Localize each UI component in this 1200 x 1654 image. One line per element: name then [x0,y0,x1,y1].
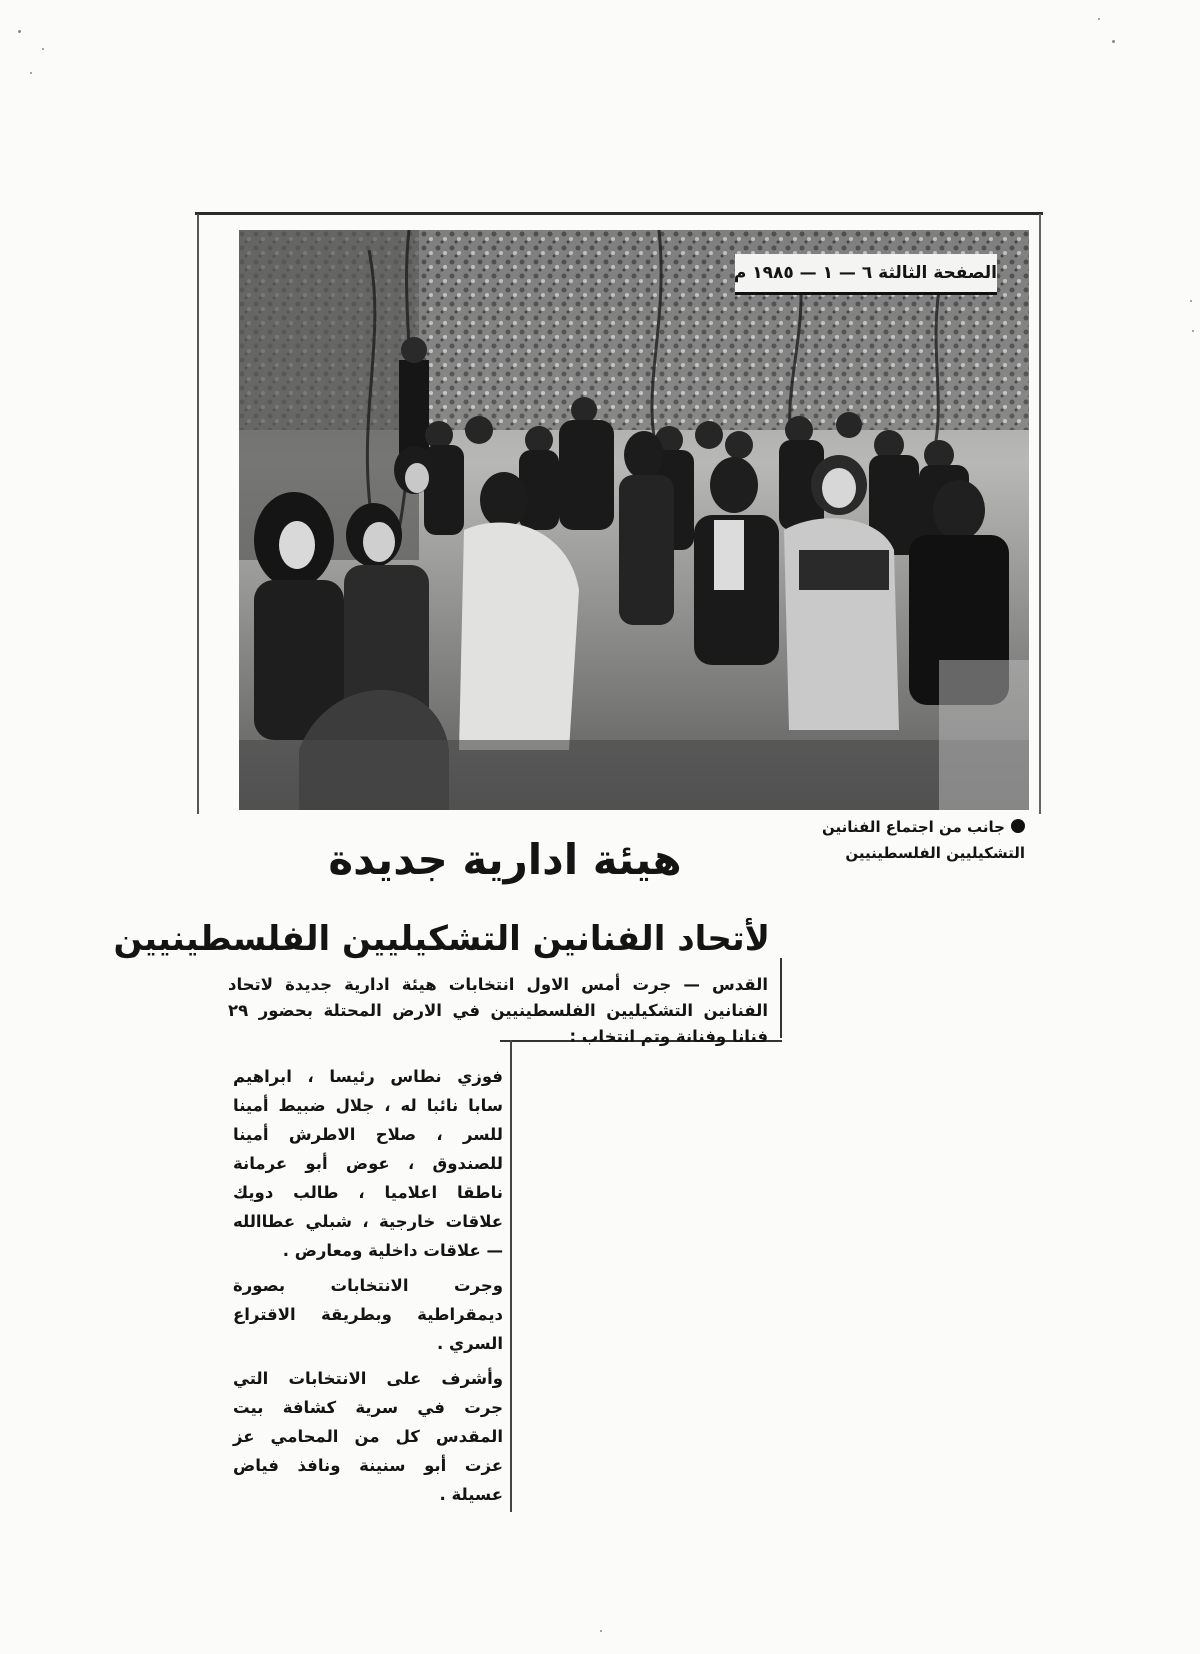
lead-box-rule [780,958,782,1038]
meeting-photograph [239,230,1029,810]
scan-speck [1112,40,1115,43]
scan-speck [42,48,44,50]
article-body [233,1062,503,1515]
scan-speck [1190,300,1192,302]
clipping-left-rule [197,214,199,814]
headline-primary: هيئة ادارية جديدة [328,835,682,884]
scan-speck [1098,18,1100,20]
article-paragraph: وجرت الانتخابات بصورة ديمقراطية وبطريقة الاقتراع السري . [233,1276,503,1353]
headline-secondary: لأتحاد الفنانين التشكيليين الفلسطينيين [113,919,770,959]
page-date-label: الصفحة الثالثة ٦ — ١ — ١٩٨٥ م [735,254,997,295]
scan-speck [600,1630,602,1632]
column-rule [510,1040,512,1512]
article-lead: القدس — جرت أمس الاول انتخابات هيئة ادارية جديدة لاتحاد الفنانين التشكيليين الفلسطينيين في الارض المحتلة بحضور ٢٩ فنانا وفنانة وتم انتخاب : [228,975,768,1046]
photo-caption-text: جانب من اجتماع الفنانين التشكيليين الفلسطينيين [822,818,1025,862]
article-paragraph: وأشرف على الانتخابات التي جرت في سرية كشافة بيت المقدس كل من المحامي عز عزت أبو سنينة ونافذ فياض عسيلة . [233,1369,503,1504]
caption-bullet-icon [1011,819,1025,833]
clipping-top-rule [195,212,1043,215]
clipping-right-rule [1039,214,1041,814]
scan-speck [30,72,32,74]
scan-speck [18,30,21,33]
article-paragraph: فوزي نطاس رئيسا ، ابراهيم سابا نائبا له ، جلال ضبيط أمينا للسر ، صلاح الاطرش أمينا للصندوق ، عوض أبو عرمانة ناطقا اعلاميا ، طالب دويك علاقات خارجية ، شبلي عطاالله — علاقات داخلية ومعارض . [233,1067,503,1260]
scan-speck [1192,330,1194,332]
photo-caption [760,814,1025,866]
